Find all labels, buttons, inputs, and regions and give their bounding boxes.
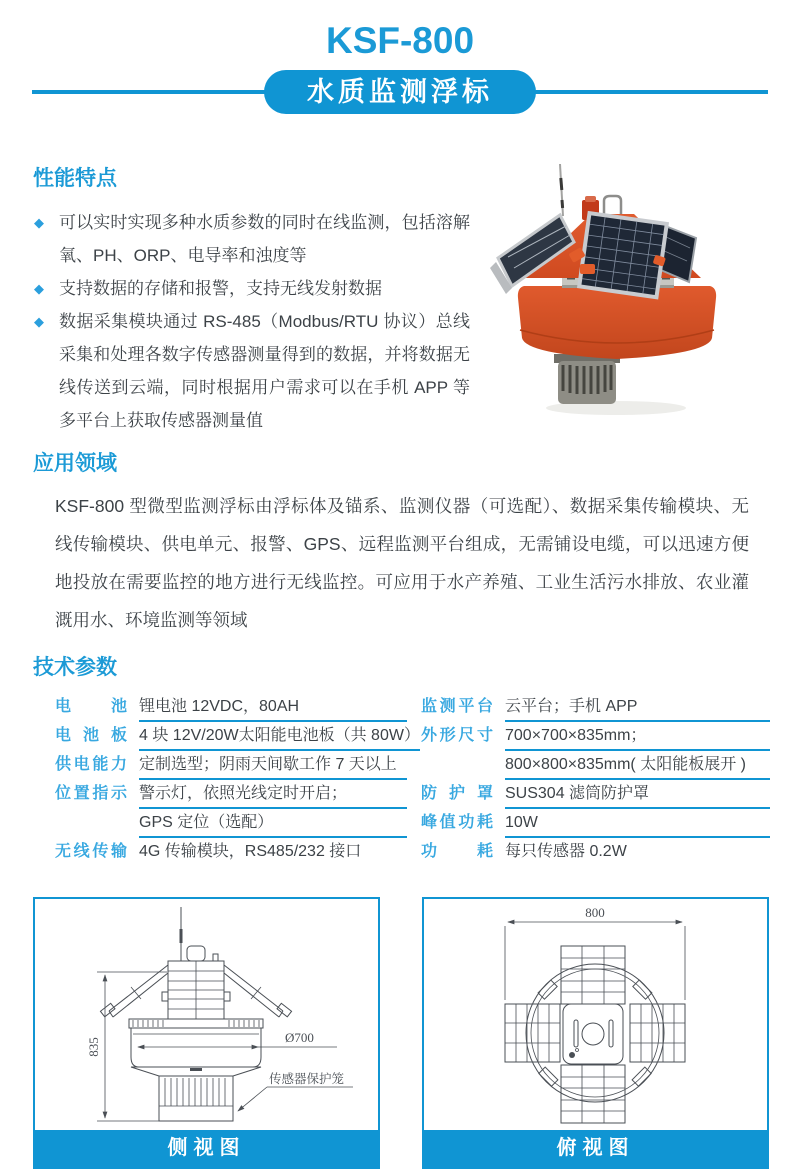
spec-row [421, 693, 770, 722]
spec-label: 功耗 [421, 843, 493, 860]
section-specs [33, 651, 770, 867]
spec-label [55, 809, 139, 838]
spec-value: 警示灯，依照光线定时开启； [139, 780, 407, 809]
drawing-box-side [33, 897, 380, 1169]
section-drawings [33, 897, 800, 1169]
dim-width-label: 800 [585, 905, 605, 920]
solar-panel-front [579, 213, 667, 297]
solar-panel-right [630, 1004, 685, 1062]
solar-panel-left [505, 1004, 560, 1062]
product-photo [470, 162, 770, 437]
buoy-hull [526, 964, 664, 1102]
solar-panel-top [561, 946, 625, 1004]
section-applications [33, 447, 770, 639]
spec-row [421, 751, 770, 780]
spec-value: 定制选型；阴雨天间歇工作 7 天以上 [139, 751, 407, 780]
dim-diameter-label: Ø700 [285, 1030, 314, 1045]
feature-item: ◆ 数据采集模块通过 RS-485（Modbus/RTU 协议）总线采集和处理各数字传感器测量得到的数据，并将数据无线传送到云端，同时根据用户需求可以在手机 APP 等多平台上获取传感器测量值 [33, 305, 470, 437]
spec-label: 无线传输 [55, 843, 127, 860]
spec-label: 供电能力 [55, 756, 127, 773]
spec-value: 每只传感器 0.2W [505, 843, 627, 860]
spec-table-left [55, 693, 420, 867]
dimension-800 [505, 905, 685, 1000]
spec-label: 防护罩 [421, 785, 493, 802]
top-view-drawing [424, 899, 767, 1130]
spec-row [421, 838, 770, 867]
features-heading: 性能特点 [33, 167, 117, 190]
dim-height-label: 835 [86, 1037, 101, 1057]
applications-text: KSF-800 型微型监测浮标由浮标体及锚系、监测仪器（可选配）、数据采集传输模块、无线传输模块、供电单元、报警、GPS、远程监测平台组成，无需铺设电缆，可以迅速方便地投放在需要监控的地方进行无线监控。可应用于水产养殖、工业生活污水排放、农业灌溉用水、环境监测等领域 [55, 496, 749, 630]
spec-row [421, 780, 770, 809]
spec-value: 800×800×835mm( 太阳能板展开 ) [505, 751, 770, 780]
spec-value: 4 块 12V/20W太阳能电池板（共 80W） [139, 722, 420, 751]
spec-value: 4G 传输模块，RS485/232 接口 [139, 843, 362, 860]
spec-value: 云平台；手机 APP [505, 693, 770, 722]
spec-label: 监测平台 [421, 698, 493, 715]
drawing-box-top [422, 897, 769, 1169]
spec-value: 700×700×835mm； [505, 722, 770, 751]
section-features [33, 162, 770, 437]
spec-label: 电池 [55, 698, 127, 715]
spec-value: SUS304 滤筒防护罩 [505, 780, 770, 809]
instrument-stack [162, 961, 230, 1019]
spec-row [55, 780, 407, 809]
sensor-cage [131, 1067, 261, 1121]
spec-label: 峰值功耗 [421, 814, 493, 831]
spec-value: 锂电池 12VDC，80AH [139, 693, 407, 722]
sensor-cage [554, 354, 620, 404]
spec-table-right [421, 693, 770, 867]
dimension-700 [138, 1030, 337, 1047]
spec-label [421, 751, 505, 780]
buoy-body [518, 286, 716, 359]
spec-row [55, 693, 407, 722]
feature-item: ◆ 可以实时实现多种水质参数的同时在线监测，包括溶解氧、PH、ORP、电导率和浊度等 [33, 206, 470, 272]
spec-value: 10W [505, 809, 770, 838]
side-view-caption: 侧视图 [35, 1130, 378, 1167]
side-view-drawing [35, 899, 378, 1130]
spec-row [55, 838, 407, 867]
top-view-caption: 俯视图 [424, 1130, 767, 1167]
applications-heading: 应用领域 [33, 452, 117, 475]
cage-callout [238, 1071, 353, 1111]
specs-heading: 技术参数 [33, 656, 117, 679]
buoy-body [131, 1028, 261, 1071]
spec-label: 电池板 [55, 727, 127, 744]
spec-row [55, 751, 407, 780]
antenna [560, 164, 563, 216]
spec-table [55, 693, 770, 867]
deck [129, 1019, 263, 1028]
banner-row [0, 70, 800, 114]
center-deck [563, 1004, 623, 1064]
spec-label: 外形尺寸 [421, 727, 493, 744]
feature-list [33, 206, 470, 437]
product-banner: 水质监测浮标 [264, 70, 536, 114]
buoy-illustration [470, 158, 770, 418]
spec-label: 位置指示 [55, 785, 127, 802]
spec-row [421, 809, 770, 838]
spec-value: GPS 定位（选配） [139, 809, 407, 838]
antenna [181, 907, 218, 961]
header [0, 0, 800, 114]
feature-item: ◆ 支持数据的存储和报警，支持无线发射数据 [33, 272, 470, 305]
page-title: KSF-800 [325, 20, 475, 61]
spec-row [55, 722, 420, 751]
spec-row [421, 722, 770, 751]
spec-row [55, 809, 407, 838]
cage-callout-label: 传感器保护笼 [269, 1072, 345, 1086]
